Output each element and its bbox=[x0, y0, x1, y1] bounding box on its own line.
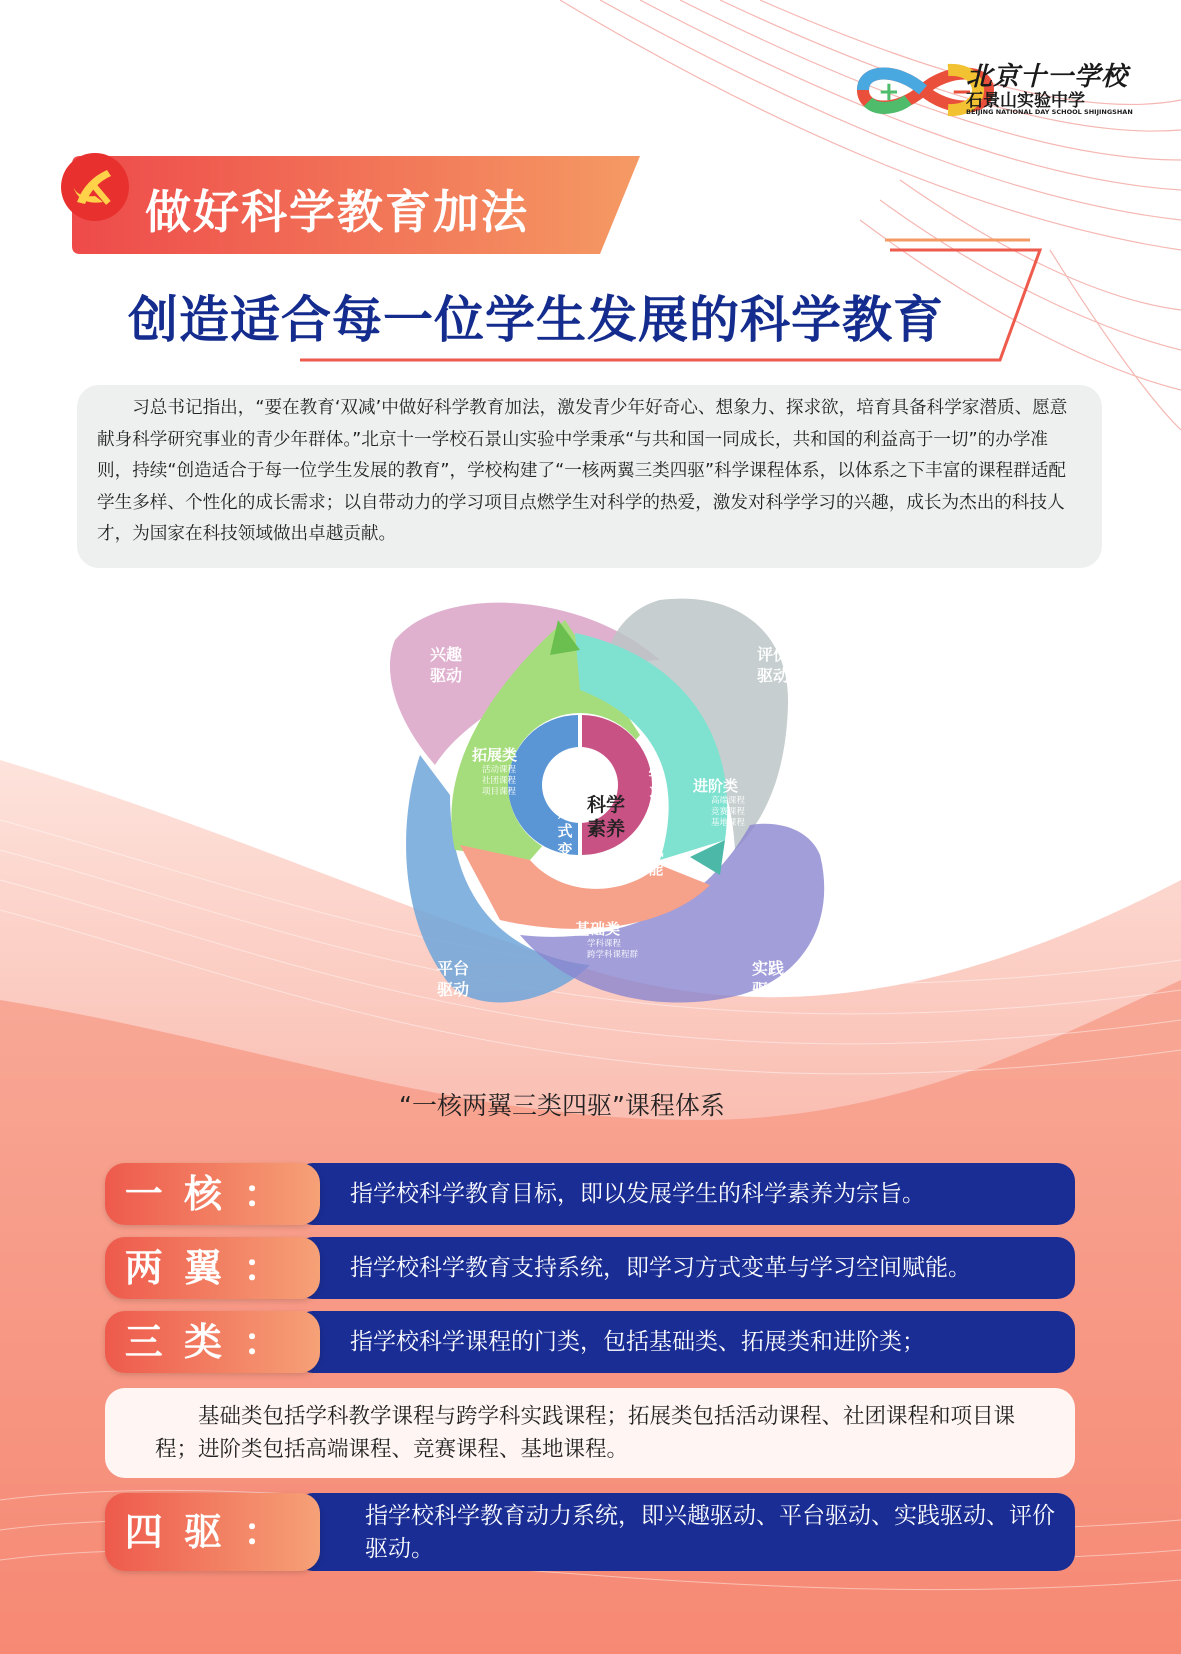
row-two-wings bbox=[105, 1237, 1075, 1299]
row-three-categories bbox=[105, 1311, 1075, 1373]
diagram-caption: “一核两翼三类四驱”课程体系 bbox=[399, 1091, 725, 1120]
logo-school-name: 北京十一学校 bbox=[966, 62, 1129, 92]
row-label: 三 类 ： bbox=[124, 1320, 286, 1364]
drive-practice-label: 实践 驱动 bbox=[752, 959, 785, 999]
row-four-drives bbox=[105, 1493, 1075, 1571]
logo-branch-name: 石景山实验中学 bbox=[966, 91, 1085, 111]
logo-minus: − bbox=[951, 77, 973, 107]
row-description: 指学校科学教育目标，即以发展学生的科学素养为宗旨。 bbox=[350, 1181, 925, 1207]
row-one-core bbox=[105, 1163, 1075, 1225]
wing-learning-space: 学 习 空 间 赋 能 bbox=[648, 765, 664, 878]
logo-plus: + bbox=[878, 77, 900, 107]
core-label: 科学 素养 bbox=[587, 794, 626, 840]
drive-interest-label: 兴趣 驱动 bbox=[430, 645, 463, 685]
party-emblem-icon bbox=[55, 150, 135, 225]
categories-note: 基础类包括学科教学课程与跨学科实践课程；拓展类包括活动课程、社团课程和项目课程；进阶类包括高端课程、竞赛课程、基地课程。 bbox=[105, 1388, 1075, 1478]
drive-platform-label: 平台 驱动 bbox=[437, 959, 470, 999]
row-description: 指学校科学教育动力系统，即兴趣驱动、平台驱动、实践驱动、评价驱动。 bbox=[365, 1503, 1055, 1562]
row-description: 指学校科学教育支持系统，即学习方式变革与学习空间赋能。 bbox=[350, 1255, 971, 1281]
category-expand: 拓展类 活动课程 社团课程 项目课程 bbox=[472, 746, 518, 797]
page-title: 做好科学教育加法 bbox=[145, 185, 529, 239]
logo-english-name: BEIJING NATIONAL DAY SCHOOL SHIJINGSHAN bbox=[966, 108, 1133, 116]
row-label: 一 核 ： bbox=[124, 1172, 286, 1216]
row-description: 指学校科学课程的门类，包括基础类、拓展类和进阶类； bbox=[350, 1329, 925, 1355]
row-label: 两 翼 ： bbox=[124, 1246, 286, 1290]
intro-paragraph: 习总书记指出，“要在教育‘双减’中做好科学教育加法，激发青少年好奇心、想象力、探求欲，培育具备科学家潜质、愿意献身科学研究事业的青少年群体。”北京十一学校石景山实验中学秉承“与共和国一同成长，共和国的利益高于一切”的办学准则，持续“创造适合于每一位学生发展的教育”，学校构建了“一核两翼三类四驱”科学课程体系，以体系之下丰富的课程群适配学生多样、个性化的成长需求；以自带动力的学习项目点燃学生对科学的热爱，激发对科学学习的兴趣，成长为杰出的科技人才，为国家在科技领域做出卓越贡献。 bbox=[77, 385, 1102, 568]
drive-evaluation-label: 评价 驱动 bbox=[757, 645, 790, 685]
category-advanced: 进阶类 高端课程 竞赛课程 基地课程 bbox=[693, 777, 746, 828]
category-basic: 基础类 学科课程 跨学科课程群 bbox=[575, 920, 639, 960]
wing-learning-method: 学 习 方 式 变 革 bbox=[557, 765, 573, 878]
row-label: 四 驱 ： bbox=[124, 1510, 286, 1554]
page-subtitle: 创造适合每一位学生发展的科学教育 bbox=[128, 291, 944, 349]
